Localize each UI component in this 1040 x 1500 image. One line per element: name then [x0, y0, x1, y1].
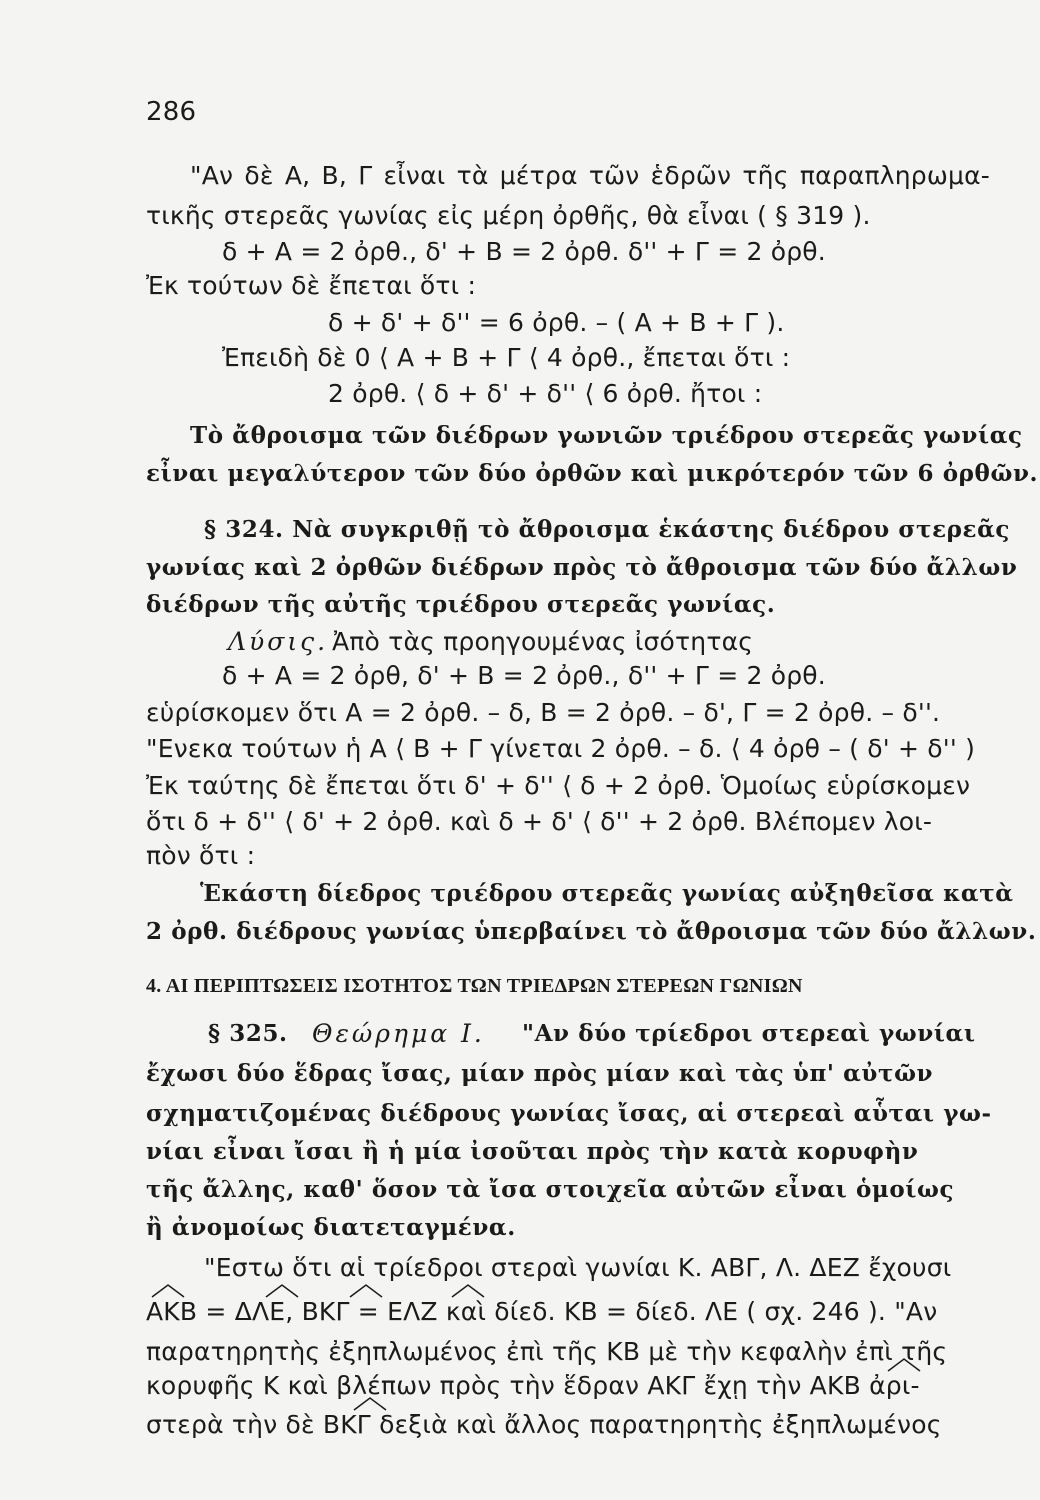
- bold-statement-line: ἢ ἀνομοίως διατεταγμένα.: [146, 1214, 516, 1241]
- solution-label: Λύσις.: [228, 627, 329, 656]
- text-line: παρατηρητὴς ἐξηπλωμένος ἐπὶ τῆς ΚΒ μὲ τὴν κεφαλὴν ἐπὶ τῆς: [146, 1337, 948, 1366]
- text-line: στερὰ τὴν δὲ ΒΚΓ δεξιὰ καὶ ἄλλος παρατηρητὴς ἐξηπλωμένος: [146, 1410, 942, 1439]
- equation-line: δ + Α = 2 ὀρθ, δ' + Β = 2 ὀρθ., δ'' + Γ = 2 ὀρθ.: [222, 661, 826, 690]
- bold-statement-line: Ἑκάστη δίεδρος τριέδρου στερεᾶς γωνίας αὐξηθεῖσα κατὰ: [200, 880, 1014, 907]
- text-line: Ἐπειδὴ δὲ 0 ⟨ Α + Β + Γ ⟨ 4 ὀρθ., ἔπεται ὅτι :: [222, 343, 791, 372]
- bold-statement-line: τῆς ἄλλης, καθ' ὅσον τὰ ἴσα στοιχεῖα αὐτῶν εἶναι ὁμοίως: [146, 1176, 955, 1203]
- text-line: ΑΚΒ = ΔΛΕ, ΒΚΓ = ΕΛΖ καὶ δίεδ. ΚΒ = δίεδ. ΛΕ ( σχ. 246 ). "Αν: [146, 1297, 938, 1326]
- bold-statement-line: γωνίας καὶ 2 ὀρθῶν διέδρων πρὸς τὸ ἄθροισμα τῶν δύο ἄλλων: [146, 554, 1018, 581]
- equation-line: δ + δ' + δ'' = 6 ὀρθ. – ( Α + Β + Γ ).: [328, 308, 785, 337]
- text-line: Ἐκ ταύτης δὲ ἔπεται ὅτι δ' + δ'' ⟨ δ + 2 ὀρθ. Ὁμοίως εὑρίσκομεν: [146, 771, 971, 800]
- text-line: Ἐκ τούτων δὲ ἔπεται ὅτι :: [146, 271, 477, 300]
- text-line: "Αν δὲ Α, Β, Γ εἶναι τὰ μέτρα τῶν ἑδρῶν τῆς παραπληρωμα-: [190, 161, 990, 190]
- chapter-subheading: 4. ΑΙ ΠΕΡΙΠΤΩΣΕΙΣ ΙΣΟΤΗΤΟΣ ΤΩΝ ΤΡΙΕΔΡΩΝ ΣΤΕΡΕΩΝ ΓΩΝΙΩΝ: [146, 975, 803, 997]
- bold-statement-line: "Αν δύο τρίεδροι στερεαὶ γωνίαι: [522, 1020, 976, 1047]
- bold-statement-line: διέδρων τῆς αὐτῆς τριέδρου στερεᾶς γωνίας.: [146, 591, 776, 618]
- equation-line: 2 ὀρθ. ⟨ δ + δ' + δ'' ⟨ 6 ὀρθ. ἤτοι :: [328, 379, 763, 408]
- text-line: εὑρίσκομεν ὅτι Α = 2 ὀρθ. – δ, Β = 2 ὀρθ. – δ', Γ = 2 ὀρθ. – δ''.: [146, 698, 941, 727]
- text-line: "Ενεκα τούτων ἡ Α ⟨ Β + Γ γίνεται 2 ὀρθ. – δ. ⟨ 4 ὀρθ – ( δ' + δ'' ): [146, 734, 976, 763]
- equation-line: δ + Α = 2 ὀρθ., δ' + Β = 2 ὀρθ. δ'' + Γ = 2 ὀρθ.: [222, 237, 826, 266]
- text-line: ὅτι δ + δ'' ⟨ δ' + 2 ὀρθ. καὶ δ + δ' ⟨ δ'' + 2 ὀρθ. Βλέπομεν λοι-: [146, 807, 933, 836]
- bold-statement-line: 2 ὀρθ. διέδρους γωνίας ὑπερβαίνει τὸ ἄθροισμα τῶν δύο ἄλλων.: [146, 918, 1037, 945]
- text-line: Ἀπὸ τὰς προηγουμένας ἰσότητας: [332, 627, 754, 656]
- text-line: κορυφῆς Κ καὶ βλέπων πρὸς τὴν ἕδραν ΑΚΓ ἔχῃ τὴν ΑΚΒ ἀρι-: [146, 1371, 920, 1400]
- text-line: πὸν ὅτι :: [146, 841, 256, 870]
- bold-statement-line: Τὸ ἄθροισμα τῶν διέδρων γωνιῶν τριέδρου στερεᾶς γωνίας: [190, 422, 1023, 449]
- bold-statement-line: νίαι εἶναι ἴσαι ἢ ἡ μία ἰσοῦται πρὸς τὴν κατὰ κορυφὴν: [146, 1138, 919, 1165]
- text-line: τικῆς στερεᾶς γωνίας εἰς μέρη ὀρθῆς, θὰ εἶναι ( § 319 ).: [146, 201, 871, 230]
- bold-statement-line: εἶναι μεγαλύτερον τῶν δύο ὀρθῶν καὶ μικρότερόν τῶν 6 ὀρθῶν.: [146, 460, 1039, 487]
- section-325-number: § 325.: [208, 1020, 288, 1047]
- theorem-label: Θεώρημα Ι.: [312, 1019, 485, 1048]
- bold-statement-line: ἔχωσι δύο ἕδρας ἴσας, μίαν πρὸς μίαν καὶ τὰς ὑπ' αὐτῶν: [146, 1060, 934, 1087]
- bold-statement-line: σχηματιζομένας διέδρους γωνίας ἴσας, αἱ στερεαὶ αὗται γω-: [146, 1100, 992, 1127]
- page-number: 286: [146, 97, 197, 127]
- section-324-heading: § 324. Νὰ συγκριθῇ τὸ ἄθροισμα ἑκάστης διέδρου στερεᾶς: [204, 516, 1011, 543]
- text-line: "Εστω ὅτι αἱ τρίεδροι στεραὶ γωνίαι Κ. ΑΒΓ, Λ. ΔΕΖ ἔχουσι: [204, 1253, 952, 1282]
